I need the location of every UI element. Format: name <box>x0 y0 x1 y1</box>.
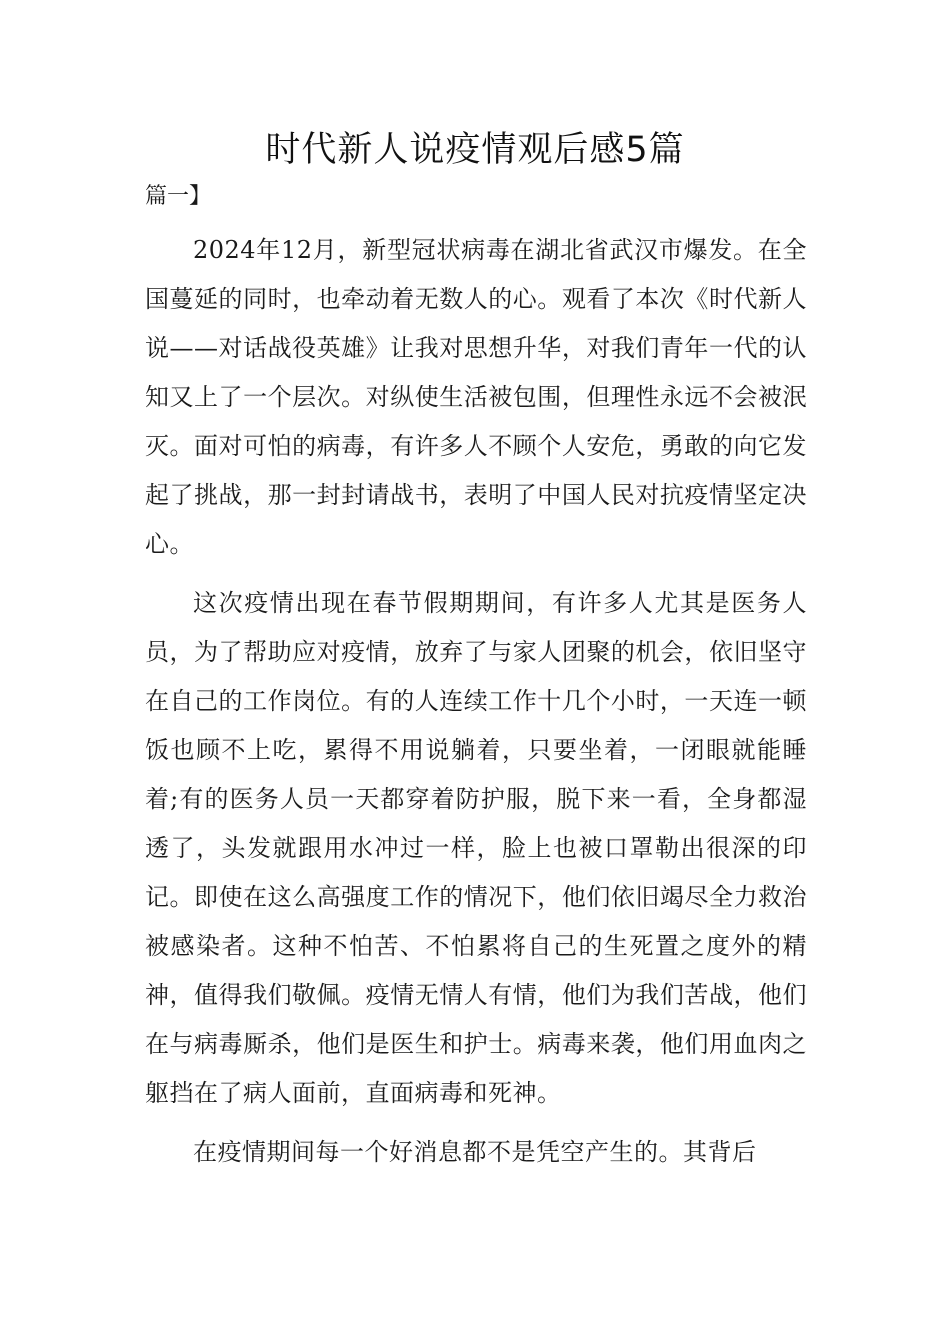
document-body <box>145 226 807 1187</box>
paragraph-2: 这次疫情出现在春节假期期间，有许多人尤其是医务人员，为了帮助应对疫情，放弃了与家人团聚的机会，依旧坚守在自己的工作岗位。有的人连续工作十几个小时，一天连一顿饭也顾不上吃，累得不用说躺着，只要坐着，一闭眼就能睡着;有的医务人员一天都穿着防护服，脱下来一看，全身都湿透了，头发就跟用水冲过一样，脸上也被口罩勒出很深的印记。即使在这么高强度工作的情况下，他们依旧竭尽全力救治被感染者。这种不怕苦、不怕累将自己的生死置之度外的精神，值得我们敬佩。疫情无情人有情，他们为我们苦战，他们在与病毒厮杀，他们是医生和护士。病毒来袭，他们用血肉之躯挡在了病人面前，直面病毒和死神。 <box>145 589 807 1107</box>
paragraph-3: 在疫情期间每一个好消息都不是凭空产生的。其背后 <box>193 1138 757 1166</box>
document-title: 时代新人说疫情观后感5篇 <box>265 130 685 170</box>
section-label: 篇一】 <box>145 184 212 209</box>
paragraph-1: 2024年12月，新型冠状病毒在湖北省武汉市爆发。在全国蔓延的同时，也牵动着无数人的心。观看了本次《时代新人说——对话战役英雄》让我对思想升华，对我们青年一代的认知又上了一个层次。对纵使生活被包围，但理性永远不会被泯灭。面对可怕的病毒，有许多人不顾个人安危，勇敢的向它发起了挑战，那一封封请战书，表明了中国人民对抗疫情坚定决心。 <box>145 236 807 558</box>
